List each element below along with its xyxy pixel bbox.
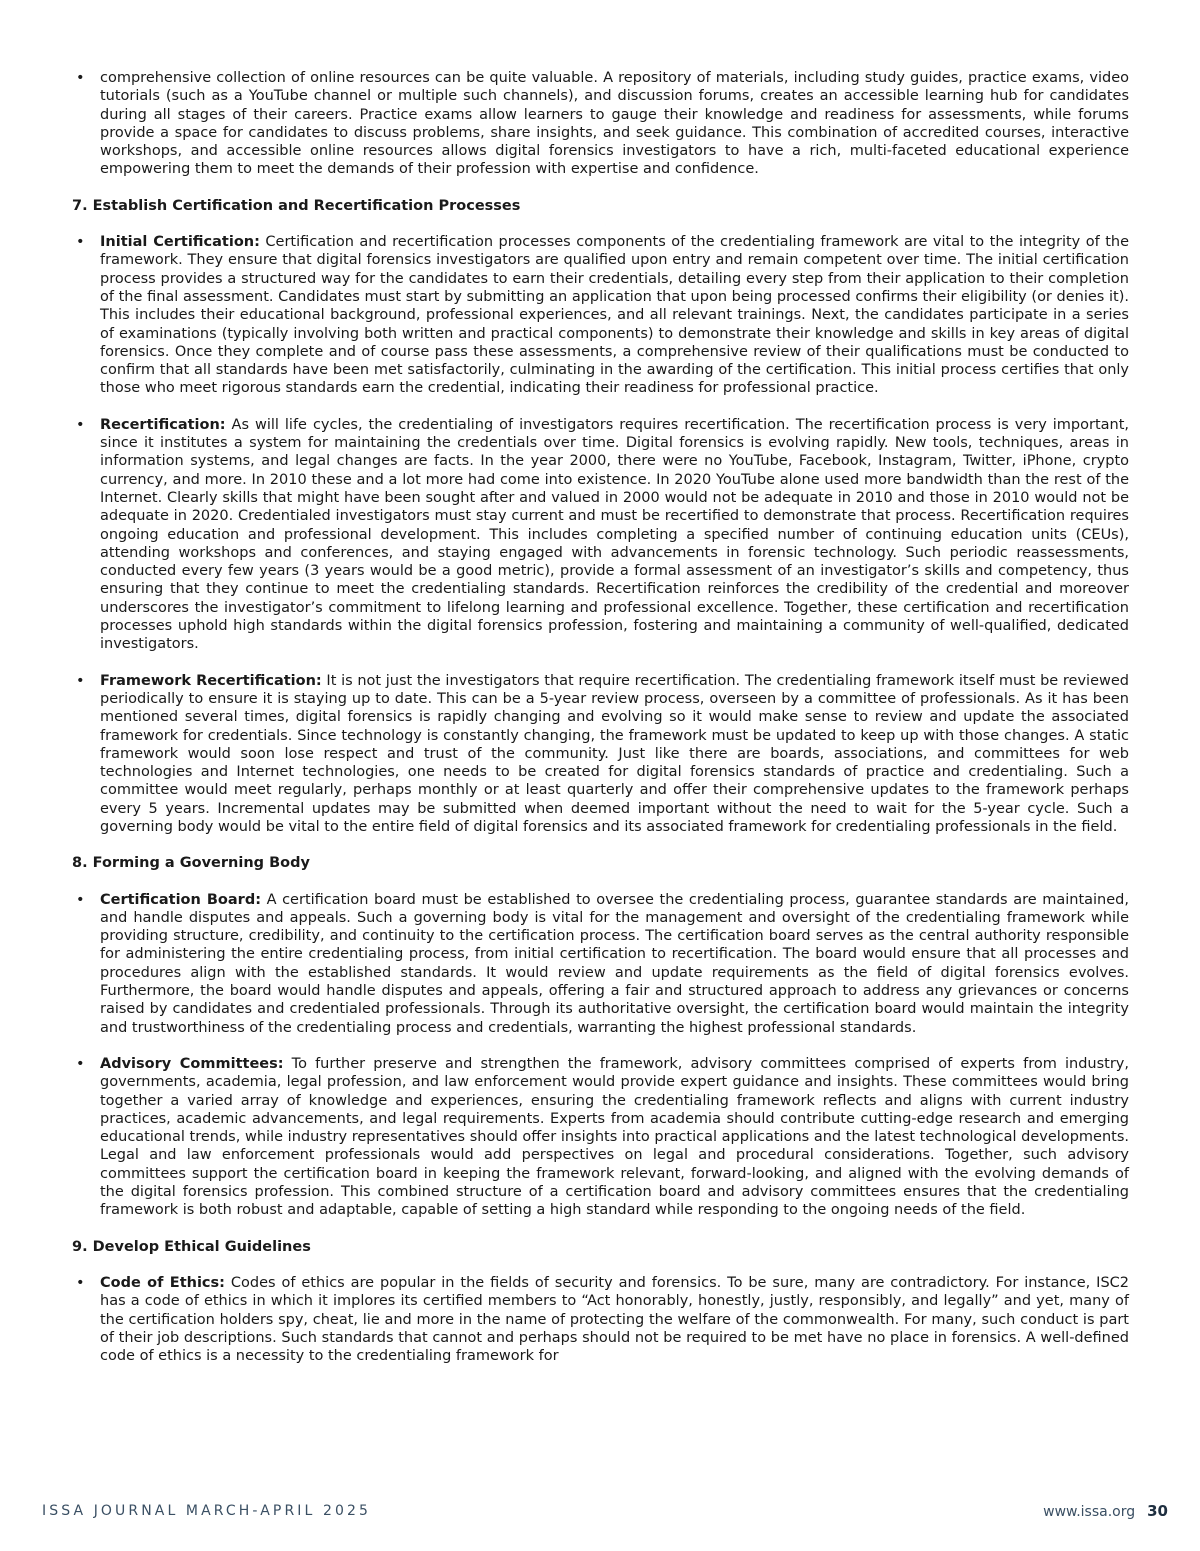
- section-heading-7: 7. Establish Certification and Recertification Processes: [72, 197, 521, 214]
- bullet-text: Codes of ethics are popular in the fields of security and forensics. To be sure, many are contradictory. For instance, ISC2 has a code of ethics in which it implores its certified members to “Act honorably, honestly, justly, responsibly, and legally” and yet, many of the certification holders spy, cheat, lie and more in the name of protecting the welfare of the commonwealth. For many, such conduct is part of their job descriptions. Such standards that cannot and perhaps should not be required to be met have no place in forensics. A well-defined code of ethics is a necessity to the credentialing framework for: [100, 1274, 1130, 1365]
- list-item: [72, 1274, 1129, 1365]
- bullet-text: comprehensive collection of online resources can be quite valuable. A repository of materials, including study guides, practice exams, video tutorials (such as a YouTube channel or multiple such channels), and discussion forums, creates an accessible learning hub for candidates during all stages of their careers. Practice exams allow learners to gauge their knowledge and readiness for assessments, while forums provide a space for candidates to discuss problems, share insights, and seek guidance. This combination of accredited courses, interactive workshops, and accessible online resources allows digital forensics investigators to have a rich, multi-faceted educational experience empowering them to meet the demands of their profession with expertise and confidence.: [100, 70, 1129, 178]
- bullet-text: As will life cycles, the credentialing of investigators requires recertification. The recertification process is very important, since it institutes a system for maintaining the credentials over time. Digital forensics is evolving rapidly. New tools, techniques, areas in information systems, and legal changes are facts. In the year 2000, there were no YouTube, Facebook, Instagram, Twitter, iPhone, crypto currency, and more. In 2010 these and a lot more had come into existence. In 2020 YouTube alone used more bandwidth than the rest of the Internet. Clearly skills that might have been sought after and valued in 2000 would not be adequate in 2010 and those in 2010 would not be adequate in 2020. Credentialed investigators must stay current and must be recertified to demonstrate that process. Recertification requires ongoing education and professional development. This includes completing a specified number of continuing education units (CEUs), attending workshops and conferences, and staying engaged with advancements in forensic technology. Such periodic reassessments, conducted every few years (3 years would be a good metric), provide a formal assessment of an investigator’s skills and competency, thus ensuring that they continue to meet the credentialing standards. Recertification reinforces the credibility of the credential and moreover underscores the investigator’s commitment to lifelong learning and professional excellence. Together, these certification and recertification processes uphold high standards within the digital forensics profession, fostering and maintaining a community of well-qualified, dedicated investigators.: [100, 416, 1129, 653]
- list-item: [72, 891, 1129, 1037]
- bullet-text: A certification board must be established to oversee the credentialing process, guarantee standards are maintained, and handle disputes and appeals. Such a governing body is vital for the management and oversight of the credentialing framework while providing structure, credibility, and continuity to the certification process. The certification board serves as the central authority responsible for administering the entire credentialing process, from initial certification to recertification. The board would ensure that all processes and procedures align with the established standards. It would review and update requirements as the field of digital forensics evolves. Furthermore, the board would handle disputes and appeals, offering a fair and structured approach to address any grievances or concerns raised by candidates and credentialed professionals. Through its authoritative oversight, the certification board would maintain the integrity and trustworthiness of the credentialing process and credentials, warranting the highest professional standards.: [100, 891, 1129, 1036]
- list-item: [72, 233, 1129, 398]
- section-7-list: [72, 233, 1129, 836]
- intro-list: [72, 69, 1129, 179]
- bullet-text: Certification and recertification processes components of the credentialing framework are vital to the integrity of the framework. They ensure that digital forensics investigators are qualified upon entry and remain competent over time. The initial certification process provides a structured way for the candidates to earn their credentials, detailing every step from their application to their completion of the final assessment. Candidates must start by submitting an application that upon being processed confirms their eligibility (or denies it). This includes their educational background, professional experiences, and all relevant trainings. Next, the candidates participate in a series of examinations (typically involving both written and practical components) to demonstrate their knowledge and skills in key areas of digital forensics. Once they complete and of course pass these assessments, a comprehensive review of their qualifications must be conducted to confirm that all standards have been met satisfactorily, culminating in the awarding of the certification. This initial process certifies that only those who meet rigorous standards earn the credential, indicating their readiness for professional practice.: [100, 234, 1129, 397]
- bullet-lead: Framework Recertification:: [100, 672, 322, 689]
- bullet-lead: Initial Certification:: [100, 234, 260, 251]
- page-number: 30: [1147, 1502, 1168, 1520]
- bullet-lead: Code of Ethics:: [100, 1274, 225, 1291]
- list-item: [72, 69, 1129, 179]
- section-heading-9: 9. Develop Ethical Guidelines: [72, 1238, 311, 1255]
- section-heading-8: 8. Forming a Governing Body: [72, 855, 310, 872]
- bullet-lead: Advisory Committees:: [100, 1055, 284, 1072]
- article-body: [72, 69, 1129, 1383]
- page-footer: [1043, 1502, 1168, 1520]
- bullet-text: To further preserve and strengthen the framework, advisory committees comprised of experts from industry, governments, academia, legal profession, and law enforcement would provide expert guidance and insights. These committees would bring together a varied array of knowledge and experiences, ensuring the credentialing framework reflects and aligns with current industry practices, academic advancements, and legal requirements. Experts from academia should contribute cutting-edge research and emerging educational trends, while industry representatives should offer insights into practical applications and the latest technological developments. Legal and law enforcement professionals would add perspectives on legal and procedural considerations. Together, such advisory committees support the certification board in keeping the framework relevant, forward-looking, and aligned with the evolving demands of the digital forensics profession. This combined structure of a certification board and advisory committees ensures that the credentialing framework is both robust and adaptable, capable of setting a high standard while responding to the ongoing needs of the field.: [100, 1055, 1129, 1219]
- list-item: [72, 672, 1129, 837]
- section-9-list: [72, 1274, 1129, 1365]
- website-link[interactable]: www.issa.org: [1043, 1504, 1136, 1520]
- section-8-list: [72, 891, 1129, 1220]
- list-item: [72, 416, 1129, 654]
- bullet-lead: Recertification:: [100, 416, 226, 433]
- journal-footer: ISSA JOURNAL MARCH-APRIL 2025: [42, 1503, 372, 1519]
- list-item: [72, 1055, 1129, 1220]
- bullet-lead: Certification Board:: [100, 891, 261, 908]
- bullet-text: It is not just the investigators that require recertification. The credentialing framework itself must be reviewed periodically to ensure it is staying up to date. This can be a 5-year review process, overseen by a committee of professionals. As it has been mentioned several times, digital forensics is rapidly changing and evolving so it would make sense to review and update the associated framework for credentials. Since technology is constantly changing, the framework must be updated to keep up with those changes. A static framework would soon lose respect and trust of the community. Just like there are boards, associations, and committees for web technologies and Internet technologies, one needs to be created for digital forensics standards of practice and credentialing. Such a committee would meet regularly, perhaps monthly or at least quarterly and offer their comprehensive updates to the framework perhaps every 5 years. Incremental updates may be submitted when deemed important without the need to wait for the 5-year cycle. Such a governing body would be vital to the entire field of digital forensics and its associated framework for credentialing professionals in the field.: [100, 672, 1129, 835]
